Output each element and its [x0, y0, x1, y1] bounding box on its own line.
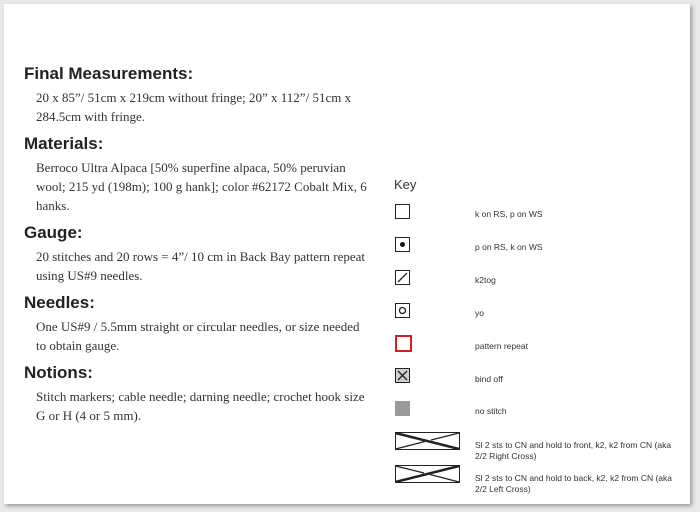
circle-square-icon	[395, 303, 410, 318]
section-heading: Notions:	[24, 363, 93, 382]
section-needles	[24, 293, 369, 355]
key-label: Sl 2 sts to CN and hold to back, k2, k2 from CN (aka 2/2 Left Cross)	[475, 473, 672, 494]
key-title: Key	[394, 177, 417, 192]
key-label: Sl 2 sts to CN and hold to front, k2, k2 from CN (aka 2/2 Right Cross)	[475, 440, 672, 461]
section-gauge	[24, 223, 369, 285]
section-heading: Needles:	[24, 293, 95, 312]
section-body: 20 x 85”/ 51cm x 219cm without fringe; 20” x 112”/ 51cm x 284.5cm with fringe.	[36, 90, 352, 124]
right-cross-icon	[395, 432, 460, 450]
gray-square-icon	[395, 401, 410, 416]
section-notions	[24, 363, 369, 425]
key-label: k on RS, p on WS	[475, 209, 543, 219]
key-label: pattern repeat	[475, 341, 528, 351]
key-label: yo	[475, 308, 484, 318]
section-body: One US#9 / 5.5mm straight or circular needles, or size needed to obtain gauge.	[36, 319, 360, 353]
section-body: Stitch markers; cable needle; darning needle; crochet hook size G or H (4 or 5 mm).	[36, 389, 365, 423]
empty-square-icon	[395, 204, 410, 219]
x-square-icon	[395, 368, 410, 383]
left-cross-icon	[395, 465, 460, 483]
section-heading: Final Measurements:	[24, 64, 194, 83]
key-label: p on RS, k on WS	[475, 242, 543, 252]
section-body: 20 stitches and 20 rows = 4”/ 10 cm in Back Bay pattern repeat using US#9 needles.	[36, 249, 365, 283]
section-body: Berroco Ultra Alpaca [50% superfine alpaca, 50% peruvian wool; 215 yd (198m); 100 g hank]; color #62172 Cobalt Mix, 6 hanks.	[36, 160, 367, 213]
section-heading: Gauge:	[24, 223, 83, 242]
pattern-info	[24, 64, 369, 425]
slash-square-icon	[395, 270, 410, 285]
key-label: no stitch	[475, 406, 507, 416]
red-square-icon	[395, 335, 412, 352]
key-label: k2tog	[475, 275, 496, 285]
section-materials	[24, 134, 369, 215]
document-page	[4, 4, 690, 504]
dot-square-icon	[395, 237, 410, 252]
section-final-measurements	[24, 64, 369, 126]
key-label: bind off	[475, 374, 503, 384]
section-heading: Materials:	[24, 134, 104, 153]
